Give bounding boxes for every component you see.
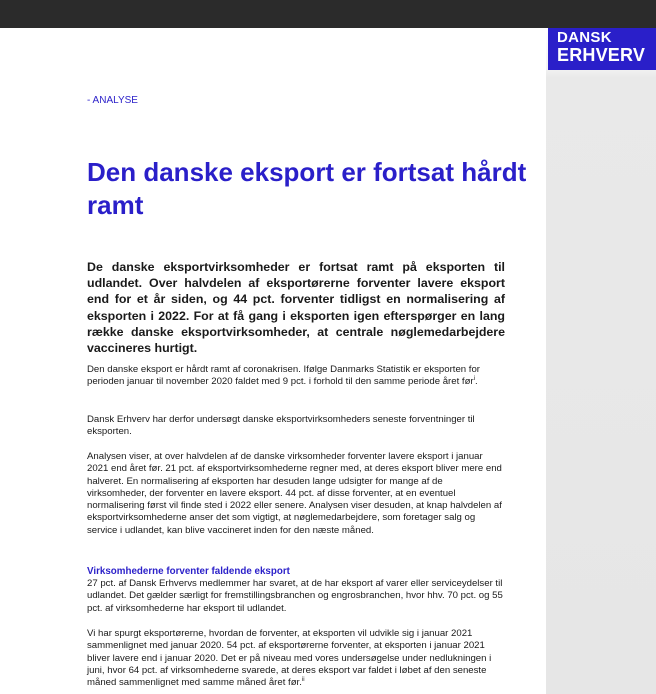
body-paragraph-1: Den danske eksport er hårdt ramt af coronakrisen. Ifølge Danmarks Statistik er eksporten for perioden januar til november 2020 faldet med 9 pct. i forhold til den samme periode året før$^i$. (87, 364, 480, 388)
logo-line-1: DANSK (557, 29, 612, 46)
document-title: Den danske eksport er fortsat hårdt ramt (87, 157, 527, 220)
dansk-erhverv-logo (548, 28, 656, 70)
paragraph-text: Vi har spurgt eksportørerne, hvordan de forventer, at eksporten vil udvikle sig i januar 2021 sammenlignet med januar 2020. 54 pct. af eksportørerne forventer, at eksporten i januar 2021 bliver lavere end i januar 2020. Det er på niveau med vores undersøgelse under nedlukningen i juni, hvor 64 pct. af virksomhederne svarede, at deres eksport var faldet i løbet af den seneste måned sammenlignet med samme måned året før (87, 628, 492, 689)
lead-paragraph: De danske eksportvirksomheder er fortsat ramt på eksporten til udlandet. Over halvdelen af eksportørerne forventer lavere eksport end for et år siden, og 44 pct. forventer tidligst en normalisering af eksporten i 2022. For at få gang i eksporten igen efterspørger en lang række danske eksportvirksomheder, at centrale nøglemedarbejdere vaccineres hurtigt. (87, 260, 505, 356)
body-paragraph-4: 27 pct. af Dansk Erhvervs medlemmer har svaret, at de har eksport af varer eller serviceydelser til udlandet. Det gælder særligt for fremstillingsbranchen og engrosbranchen, hvor hhv. 70 pct. og 55 pct. af virksomhederne har eksport til udlandet. (87, 578, 503, 614)
window-top-bar (0, 0, 656, 28)
section-tag: - ANALYSE (87, 95, 138, 106)
body-paragraph-3: Analysen viser, at over halvdelen af de danske virksomheder forventer lavere eksport i januar 2021 end året før. 21 pct. af eksportvirksomhederne regner med, at deres eksport bliver mere end halveret. En normalisering af eksporten har desuden lange udsigter for mange af de virksomheder, der forventer en lavere eksport. 44 pct. af disse forventer, at en eventuel normalisering først vil finde sted i 2022 eller senere. Analysen viser desuden, at knap halvdelen af eksportvirksomhederne anser det som vigtigt, at nøglemedarbejdere, som foretager salg og service i udlandet, kan blive vaccineret inden for den næste måned. (87, 451, 502, 536)
body-paragraph-5: Vi har spurgt eksportørerne, hvordan de forventer, at eksporten vil udvikle sig i januar 2021 sammenlignet med januar 2020. 54 pct. af eksportørerne forventer, at eksporten i januar 2021 bliver lavere end i januar 2020. Det er på niveau med vores undersøgelse under nedlukningen i juni, hvor 64 pct. af virksomhederne svarede, at deres eksport var faldet i løbet af den seneste måned sammenlignet med samme måned året før.$^{ii}$ (87, 628, 492, 689)
footnote-ref[interactable]: ii (301, 677, 305, 683)
page-sidebar (546, 28, 656, 694)
footnote-ref[interactable]: i (473, 376, 475, 383)
body-paragraph-2: Dansk Erhverv har derfor undersøgt danske eksportvirksomheders seneste forventninger til eksporten. (87, 414, 475, 438)
paragraph-text: Den danske eksport er hårdt ramt af coronakrisen. Ifølge Danmarks Statistik er eksporten for perioden januar til november 2020 faldet med 9 pct. i forhold til den samme periode året før (87, 364, 480, 388)
logo-line-2: ERHVERV (557, 45, 646, 65)
section-subheading: Virksomhederne forventer faldende eksport (87, 566, 290, 577)
